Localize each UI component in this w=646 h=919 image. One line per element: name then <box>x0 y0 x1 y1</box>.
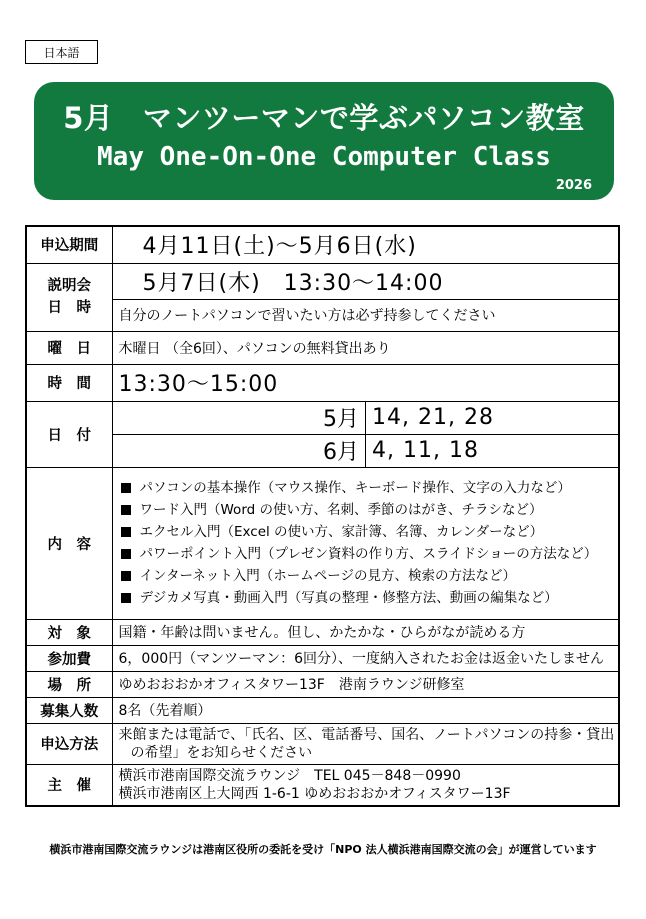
label-how-to-apply: 申込方法 <box>26 723 112 764</box>
apply-line1: 来館または電話で、「氏名、区、電話番号、国名、ノートパソコンの持参・貸出 <box>118 726 615 743</box>
row-weekday <box>26 331 619 364</box>
date-days: 4, 11, 18 <box>366 434 620 467</box>
value-fee: 6，000円（マンツーマン：6回分）、一度納入されたお金は返金いたしません <box>112 645 619 671</box>
row-application-period <box>26 226 619 263</box>
square-bullet-icon <box>121 505 131 515</box>
value-application-period: 4月11日(土)～5月6日(水) <box>112 226 619 263</box>
label-place: 場 所 <box>26 671 112 697</box>
info-table <box>25 225 620 807</box>
organizer-line1: 横浜市港南国際交流ラウンジ TEL 045－848－0990 <box>118 767 461 784</box>
square-bullet-icon <box>121 593 131 603</box>
list-item <box>119 499 613 521</box>
row-capacity <box>26 697 619 723</box>
list-item-text: パソコンの基本操作（マウス操作、キーボード操作、文字の入力など） <box>139 480 571 496</box>
row-orientation <box>26 263 619 299</box>
square-bullet-icon <box>121 483 131 493</box>
value-place: ゆめおおおかオフィスタワー13F 港南ラウンジ研修室 <box>112 671 619 697</box>
square-bullet-icon <box>121 527 131 537</box>
label-orientation <box>26 263 112 331</box>
row-contents <box>26 467 619 619</box>
list-item <box>119 521 613 543</box>
row-organizer <box>26 764 619 806</box>
label-time: 時 間 <box>26 364 112 401</box>
row-time <box>26 364 619 401</box>
row-fee <box>26 645 619 671</box>
apply-line2: の希望」をお知らせください <box>130 744 313 761</box>
banner-year: 2026 <box>555 178 592 193</box>
date-days: 14, 21, 28 <box>366 401 620 434</box>
organizer-line2: 横浜市港南区上大岡西 1-6-1 ゆめおおおかオフィスタワー13F <box>118 785 511 802</box>
value-contents <box>112 467 619 619</box>
list-item-text: インターネット入門（ホームページの見方、検索の方法など） <box>139 568 517 584</box>
list-item <box>119 587 613 609</box>
label-orientation-line2: 日 時 <box>47 300 91 316</box>
footer-note: 横浜市港南国際交流ラウンジは港南区役所の委託を受け「NPO 法人横浜港南国際交流の会」が運営しています <box>49 843 597 856</box>
label-fee: 参加費 <box>26 645 112 671</box>
value-capacity: 8名（先着順） <box>112 697 619 723</box>
row-place <box>26 671 619 697</box>
list-item-text: ワード入門（Word の使い方、名刺、季節のはがき、チラシなど） <box>139 502 543 518</box>
label-weekday: 曜 日 <box>26 331 112 364</box>
value-weekday: 木曜日 （全6回）、パソコンの無料貸出あり <box>112 331 619 364</box>
value-how-to-apply <box>112 723 619 764</box>
title-english: May One-On-One Computer Class <box>97 142 551 172</box>
label-target: 対 象 <box>26 619 112 645</box>
row-orientation-note <box>26 299 619 331</box>
value-organizer <box>112 764 619 806</box>
row-dates-june <box>26 434 619 467</box>
label-application-period: 申込期間 <box>26 226 112 263</box>
list-item-text: エクセル入門（Excel の使い方、家計簿、名簿、カレンダーなど） <box>139 524 544 540</box>
list-item <box>119 565 613 587</box>
title-japanese: 5月 マンツーマンで学ぶパソコン教室 <box>63 101 585 135</box>
date-month: 5月 <box>112 401 366 434</box>
square-bullet-icon <box>121 571 131 581</box>
value-target: 国籍・年齢は問いません。但し、かたかな・ひらがなが読める方 <box>112 619 619 645</box>
value-orientation-note: 自分のノートパソコンで習いたい方は必ず持参してください <box>112 299 619 331</box>
title-banner <box>34 82 614 200</box>
square-bullet-icon <box>121 549 131 559</box>
label-contents: 内 容 <box>26 467 112 619</box>
list-item-text: パワーポイント入門（プレゼン資料の作り方、スライドショーの方法など） <box>139 546 598 562</box>
language-label[interactable]: 日本語 <box>25 40 98 64</box>
label-capacity: 募集人数 <box>26 697 112 723</box>
label-orientation-line1: 説明会 <box>47 278 91 294</box>
list-item <box>119 543 613 565</box>
list-item <box>119 477 613 499</box>
row-how-to-apply <box>26 723 619 764</box>
contents-list <box>119 473 613 613</box>
row-dates-may <box>26 401 619 434</box>
value-time: 13:30～15:00 <box>112 364 619 401</box>
label-organizer: 主 催 <box>26 764 112 806</box>
value-orientation: 5月7日(木) 13:30～14:00 <box>112 263 619 299</box>
label-dates: 日 付 <box>26 401 112 467</box>
row-target <box>26 619 619 645</box>
date-month: 6月 <box>112 434 366 467</box>
list-item-text: デジカメ写真・動画入門（写真の整理・修整方法、動画の編集など） <box>139 590 558 606</box>
